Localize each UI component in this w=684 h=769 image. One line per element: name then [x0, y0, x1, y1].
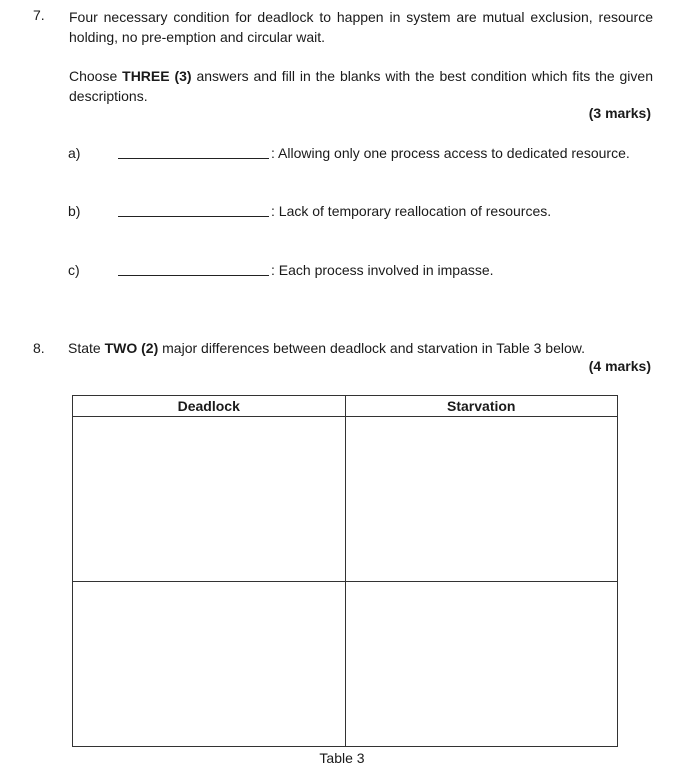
table-row — [73, 417, 618, 582]
table-header-starvation: Starvation — [345, 396, 618, 417]
instruction-emphasis: THREE (3) — [122, 68, 192, 84]
question-7-marks: (3 marks) — [588, 105, 651, 121]
question-8-marks: (4 marks) — [588, 358, 651, 374]
option-a-letter: a) — [68, 145, 81, 161]
question-8-text-start: State — [68, 340, 105, 356]
answer-cell-deadlock-2[interactable] — [73, 582, 346, 747]
option-c-description: : Each process involved in impasse. — [271, 262, 494, 278]
option-c-blank[interactable] — [118, 263, 269, 276]
differences-table — [72, 395, 618, 747]
instruction-text-rest: answers and fill in the blanks with the best condition which fits the given descriptions. — [69, 68, 653, 104]
table-row — [73, 582, 618, 747]
option-b-letter: b) — [68, 203, 81, 219]
question-7-number: 7. — [33, 7, 45, 23]
question-8-emphasis: TWO (2) — [104, 340, 159, 356]
option-a-blank[interactable] — [118, 146, 269, 159]
question-7-intro: Four necessary condition for deadlock to happen in system are mutual exclusion, resource holding, no pre-emption and circular wait. — [69, 9, 653, 45]
option-b-blank[interactable] — [118, 204, 269, 217]
instruction-text: Choose — [69, 68, 123, 84]
table-caption: Table 3 — [319, 750, 365, 766]
answer-cell-starvation-1[interactable] — [345, 417, 618, 582]
answer-cell-deadlock-1[interactable] — [73, 417, 346, 582]
question-8-text — [68, 340, 585, 356]
question-7-instruction — [69, 66, 653, 106]
option-a-description: : Allowing only one process access to dedicated resource. — [271, 145, 630, 161]
table-header-deadlock: Deadlock — [73, 396, 346, 417]
option-b-description: : Lack of temporary reallocation of resources. — [271, 203, 552, 219]
question-8-text-end: major differences between deadlock and starvation in Table 3 below. — [158, 340, 586, 356]
answer-cell-starvation-2[interactable] — [345, 582, 618, 747]
option-c-letter: c) — [68, 262, 80, 278]
question-8-number: 8. — [33, 340, 45, 356]
